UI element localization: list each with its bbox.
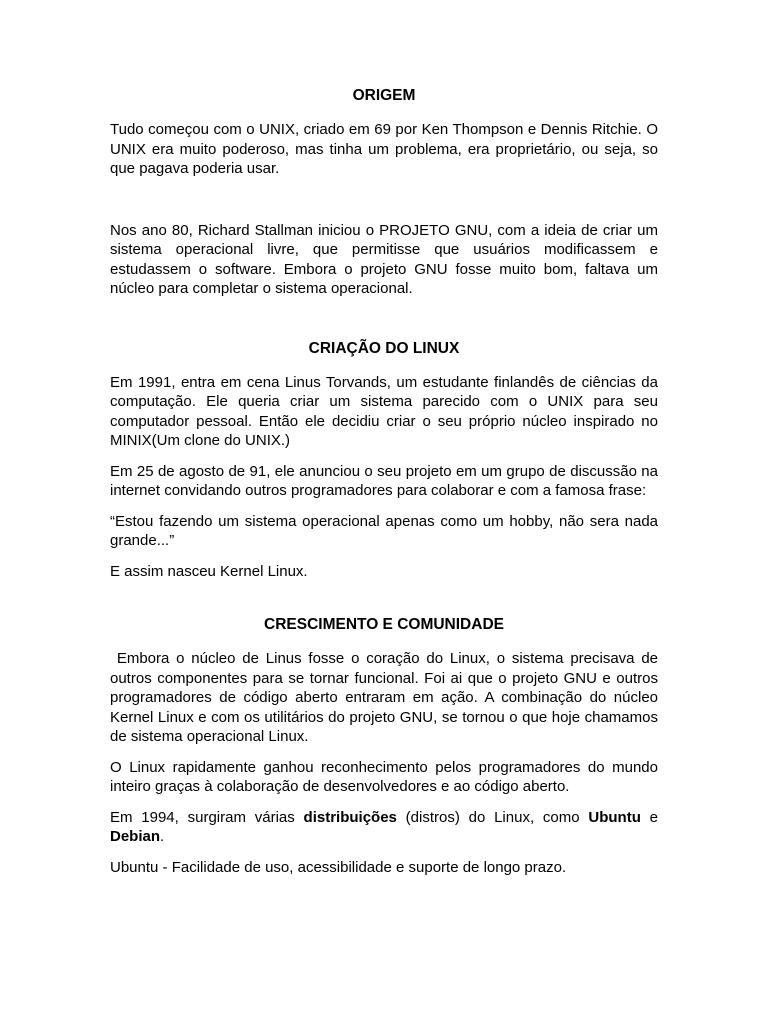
- paragraph-crescimento-1: Embora o núcleo de Linus fosse o coração do Linux, o sistema precisava de outros componentes para se tornar funcional. Foi ai que o projeto GNU e outros programadores de código aberto entraram em ação. A combinação do núcleo Kernel Linux e com os utilitários do projeto GNU, se tornou o que hoje chamamos de sistema operacional Linux.: [110, 650, 663, 745]
- text-span: .: [160, 828, 165, 845]
- text-span: e: [640, 808, 658, 826]
- document-page: [110, 86, 663, 877]
- paragraph-origem-1: Tudo começou com o UNIX, criado em 69 por Ken Thompson e Dennis Ritchie. O UNIX era muito poderoso, mas tinha um problema, era proprietário, ou seja, so que pagava poderia usar.: [110, 121, 658, 177]
- paragraph-crescimento-3: [110, 808, 658, 847]
- bold-distribuicoes: distribuições: [303, 808, 397, 826]
- text-span: (distros) do Linux, como: [396, 808, 589, 826]
- section-title-crescimento: CRESCIMENTO E COMUNIDADE: [264, 616, 504, 633]
- paragraph-crescimento-2: O Linux rapidamente ganhou reconhecimento pelos programadores do mundo inteiro graças à colaboração de desenvolvedores e ao código aberto.: [110, 758, 658, 795]
- bold-debian: Debian: [110, 828, 161, 845]
- paragraph-origem-2: Nos ano 80, Richard Stallman iniciou o PROJETO GNU, com a ideia de criar um sistema operacional livre, que permitisse que usuários modificassem e estudassem o software. Embora o projeto GNU fosse muito bom, faltava um núcleo para completar o sistema operacional.: [110, 221, 658, 297]
- paragraph-criacao-quote: “Estou fazendo um sistema operacional apenas como um hobby, não sera nada grande...”: [110, 512, 658, 549]
- bold-ubuntu: Ubuntu: [588, 808, 641, 826]
- paragraph-criacao-1: Em 1991, entra em cena Linus Torvands, um estudante finlandês de ciências da computação. Ele queria criar um sistema parecido com o UNIX para seu computador pessoal. Então ele decidiu criar o seu próprio núcleo inspirado no MINIX(Um clone do UNIX.): [110, 373, 658, 449]
- paragraph-criacao-2: Em 25 de agosto de 91, ele anunciou o seu projeto em um grupo de discussão na internet convidando outros programadores para colaborar e com a famosa frase:: [110, 462, 658, 499]
- paragraph-criacao-3: E assim nasceu Kernel Linux.: [110, 562, 308, 580]
- section-title-criacao: CRIAÇÃO DO LINUX: [308, 339, 460, 357]
- text-span: Em 1994, surgiram várias: [110, 808, 304, 826]
- section-title-origem: ORIGEM: [352, 87, 416, 104]
- paragraph-crescimento-4: Ubuntu - Facilidade de uso, acessibilidade e suporte de longo prazo.: [110, 858, 567, 876]
